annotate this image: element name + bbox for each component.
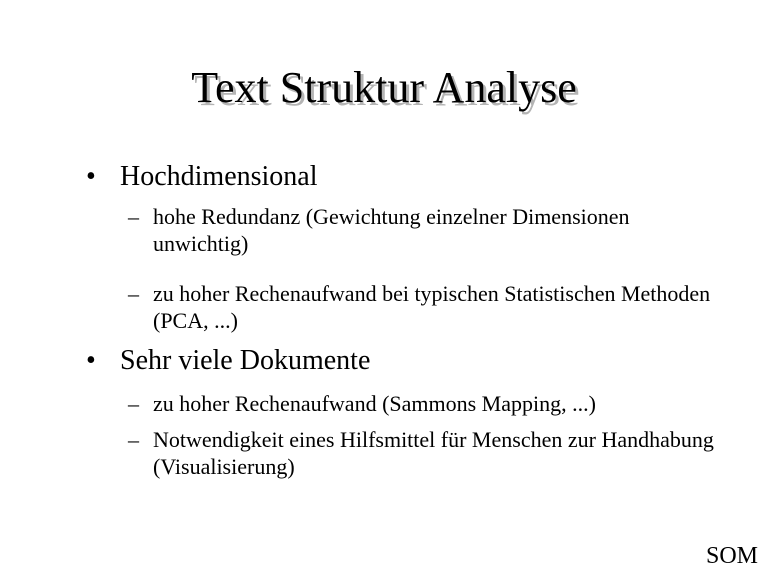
bullet-item-hochdimensional bbox=[86, 161, 318, 193]
sub-item-text: Notwendigkeit eines Hilfsmittel für Menschen zur Handhabung (Visualisierung) bbox=[153, 427, 714, 479]
slide-title: Text Struktur Analyse bbox=[191, 63, 577, 112]
sub-item bbox=[128, 390, 718, 417]
bullet-icon: • bbox=[86, 345, 96, 376]
sub-item bbox=[128, 203, 718, 257]
sub-item-text: hohe Redundanz (Gewichtung einzelner Dimensionen unwichtig) bbox=[153, 204, 630, 256]
bullet-item-dokumente bbox=[86, 345, 370, 377]
dash-icon: – bbox=[128, 391, 139, 416]
sub-item-text: zu hoher Rechenaufwand bei typischen Statistischen Methoden (PCA, ...) bbox=[153, 281, 711, 333]
sub-item-text: zu hoher Rechenaufwand (Sammons Mapping, ...) bbox=[153, 391, 596, 416]
sub-item bbox=[128, 280, 718, 334]
bullet-icon: • bbox=[86, 161, 96, 192]
bullet-label: Hochdimensional bbox=[120, 161, 318, 192]
slide-footer: SOM bbox=[705, 543, 758, 569]
dash-icon: – bbox=[128, 427, 139, 452]
dash-icon: – bbox=[128, 204, 139, 229]
bullet-label: Sehr viele Dokumente bbox=[120, 345, 371, 376]
dash-icon: – bbox=[128, 281, 139, 306]
sub-item bbox=[128, 426, 718, 480]
